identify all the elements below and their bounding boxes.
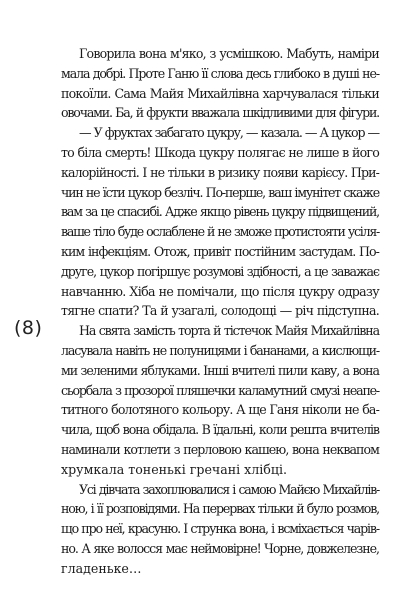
text-line: навчанню. Хіба не помічали, що після цукру одразу (61, 283, 379, 299)
paragraph-2 (61, 123, 379, 321)
text-line: — У фруктах забагато цукру, — казала. — А цукор — (79, 125, 379, 141)
body-text (61, 44, 379, 579)
paragraph-3 (61, 321, 379, 479)
text-line: ми зеленими яблуками. Інші вчителі пили каву, а вона (61, 362, 379, 378)
text-line: ною, і її розповідями. На перервах тільки й було розмов, (61, 501, 379, 517)
paragraph-4 (61, 480, 379, 579)
text-line: покоїли. Сама Майя Михайлівна харчувалася тільки (61, 85, 379, 101)
text-line: чин не їсти цукор безліч. По-перше, ваш імунітет скаже (61, 184, 379, 200)
text-line: гладеньке… (61, 560, 142, 576)
text-line: Усі дівчата захоплювалися і самою Майєю Михайлів- (79, 481, 379, 497)
text-line: На свята замість торта й тістечок Майя Михайлівна (79, 323, 379, 339)
text-line: Говорила вона м'яко, з усмішкою. Мабуть, наміри (79, 46, 379, 61)
text-line: ким інфекціям. Отож, привіт постійним застудам. По- (61, 243, 379, 259)
text-line: друге, цукор погіршує розумові здібності, а це заважає (61, 263, 379, 279)
text-line: хрумкала тоненькі гречані хлібці. (61, 461, 288, 477)
text-line: но. А яке волосся має неймовірне! Чорне, довжелезне, (61, 540, 379, 556)
text-line: мала добрі. Проте Ганю її слова десь глибоко в душі не- (61, 65, 379, 81)
text-line: ласувала навіть не полуницями і бананами, а кислющи- (61, 342, 379, 358)
paragraph-1 (61, 44, 379, 123)
handwritten-annotation: (8) (14, 317, 43, 339)
text-line: тягне спати? Та й узагалі, солодощі — річ підступна. (61, 303, 379, 319)
text-line: сьорбала з прозорої пляшечки каламутний смузі неапе- (61, 382, 379, 398)
text-line: овочами. Ба, й фрукти вважала шкідливими для фігури. (61, 105, 379, 121)
text-line: то біла смерть! Шкода цукру полягає не лише в його (61, 144, 379, 160)
text-line: що про неї, красуню. І струнка вона, і всміхається чарів- (61, 521, 379, 537)
text-line: ваше тіло буде ослаблене й не зможе протистояти усіля- (61, 224, 379, 240)
text-line: калорійності. І не тільки в ризику появи карієсу. При- (61, 164, 379, 180)
text-line: вам за це спасибі. Адже якщо рівень цукру підвищений, (61, 204, 379, 220)
text-line: титного болотяного кольору. А ще Ганя ніколи не ба- (61, 402, 379, 418)
text-line: чила, щоб вона обідала. В їдальні, коли решта вчителів (61, 422, 379, 438)
text-line: наминали котлети з перловою кашею, вона неквапом (61, 441, 379, 457)
